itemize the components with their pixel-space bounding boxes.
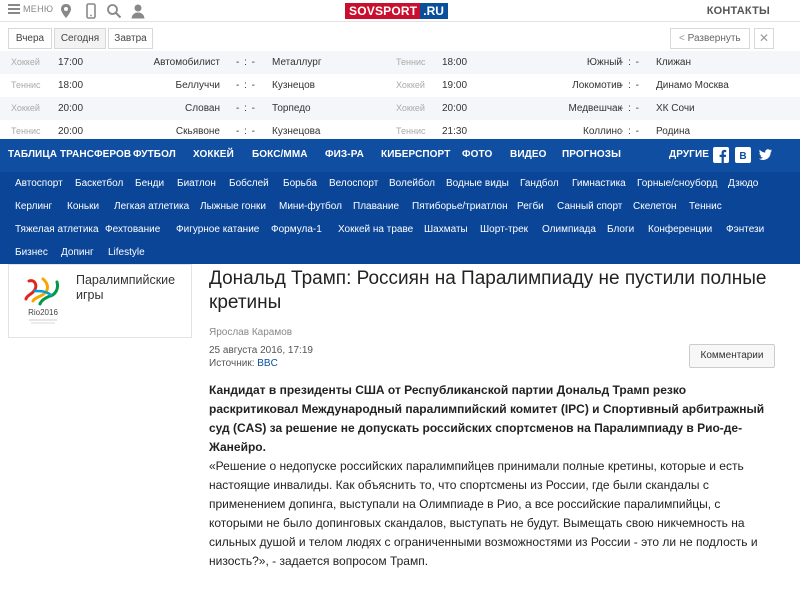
subnav-item[interactable]: Автоспорт: [15, 178, 63, 189]
expand-button[interactable]: [670, 28, 750, 49]
source-label: Источник:: [209, 358, 255, 369]
top-bar: [0, 0, 800, 22]
subnav-item[interactable]: Теннис: [689, 201, 722, 212]
nav-video[interactable]: ВИДЕО: [510, 149, 547, 160]
match-away-team: Родина: [656, 126, 691, 137]
logo-text-left: SOVSPORT: [345, 3, 420, 19]
match-time: 18:00: [442, 57, 468, 68]
match-away-team: Кузнецова: [272, 126, 321, 137]
match-row: [0, 74, 800, 97]
match-away-team: Кузнецов: [272, 80, 315, 91]
subnav-item[interactable]: Скелетон: [633, 201, 677, 212]
match-time: 20:00: [58, 126, 84, 137]
nav-football[interactable]: ФУТБОЛ: [133, 149, 176, 160]
nav-transfers[interactable]: ТАБЛИЦА ТРАНСФЕРОВ: [8, 149, 132, 160]
source-link[interactable]: BBC: [257, 358, 278, 369]
nav-photo[interactable]: ФОТО: [462, 149, 493, 160]
match-score: - : -: [620, 57, 640, 68]
match-score: - : -: [236, 126, 256, 137]
match-sport: Хоккей: [11, 103, 40, 113]
match-away-team: Металлург: [272, 57, 322, 68]
nav-boxing[interactable]: БОКС/ММА: [252, 149, 308, 160]
match-away-team: Клижан: [656, 57, 692, 68]
subnav-item[interactable]: Легкая атлетика: [114, 201, 190, 212]
subnav-item[interactable]: Мини-футбол: [279, 201, 342, 212]
phone-icon[interactable]: [83, 3, 99, 19]
subnav-item[interactable]: Волейбол: [389, 178, 435, 189]
logo-text-right: .RU: [420, 3, 448, 19]
rio2016-logo: [21, 277, 65, 327]
subnav-item[interactable]: Дзюдо: [728, 178, 759, 189]
match-home-team: Автомобилист: [153, 57, 220, 68]
article-headline: Дональд Трамп: Россиян на Паралимпиаду не пустили полные кретины: [209, 268, 767, 313]
match-sport: Теннис: [396, 126, 426, 136]
match-sport: Хоккей: [396, 80, 425, 90]
subnav-item[interactable]: Блоги: [607, 224, 635, 235]
match-row: [0, 97, 800, 120]
subnav-item[interactable]: Керлинг: [15, 201, 53, 212]
match-sport: Теннис: [11, 80, 41, 90]
subnav-item[interactable]: Олимпиада: [542, 224, 596, 235]
match-home-team: Локомотив: [572, 80, 622, 91]
subnav-item[interactable]: Велоспорт: [329, 178, 379, 189]
today-button[interactable]: Сегодня: [54, 28, 106, 49]
menu-label: МЕНЮ: [23, 4, 54, 14]
matches-ticker: [0, 51, 800, 143]
match-sport: Хоккей: [11, 57, 40, 67]
match-item[interactable]: [396, 74, 800, 97]
subnav-item[interactable]: Лыжные гонки: [200, 201, 266, 212]
match-item[interactable]: [0, 51, 390, 74]
match-time: 17:00: [58, 57, 84, 68]
match-home-team: Коллинс: [583, 126, 622, 137]
chevron-left-icon: <: [679, 33, 685, 44]
subnav-item[interactable]: Коньки: [67, 201, 100, 212]
match-item[interactable]: [396, 97, 800, 120]
match-sport: Теннис: [11, 126, 41, 136]
close-icon[interactable]: ✕: [754, 28, 774, 49]
subnav-item[interactable]: Борьба: [283, 178, 317, 189]
match-score: - : -: [620, 126, 640, 137]
subnav-item[interactable]: Баскетбол: [75, 178, 124, 189]
subnav-item[interactable]: Горные/сноуборд: [637, 178, 718, 189]
sub-nav: [0, 172, 800, 264]
match-score: - : -: [620, 103, 640, 114]
subnav-item[interactable]: Хоккей на траве: [338, 224, 414, 235]
subnav-item[interactable]: Биатлон: [177, 178, 216, 189]
match-item[interactable]: [396, 51, 800, 74]
card-title: Паралимпийские игры: [76, 273, 176, 302]
facebook-icon[interactable]: [713, 147, 729, 163]
article-date: 25 августа 2016, 17:19: [209, 345, 313, 356]
article-source: [209, 358, 278, 369]
nav-hockey[interactable]: ХОККЕЙ: [193, 149, 234, 160]
subnav-item[interactable]: Водные виды: [446, 178, 509, 189]
match-time: 19:00: [442, 80, 468, 91]
match-home-team: Южный: [586, 57, 622, 68]
article-lead: Кандидат в президенты США от Республиканской партии Дональд Трамп резко раскритиковал Международный паралимпийский комитет (IPC) и Спортивный арбитражный суд (CAS) за решение не допускать российских спортсменов на Паралимпиаду в Рио-де-Жанейро.: [209, 383, 765, 454]
article-body: «Решение о недопуске российских паралимпийцев принимали полные кретины, которые и есть настоящие инвалиды. Как объяснить то, что спортсмены из России, где были скандалы с применением допинга, выступали на Олимпиаде в Рио, а все российские паралимпийцы, с которыми не было допинговых скандалов, выступать не будут. Вымещать свою никчемность на сильных душой и телом людях с ограниченными возможностями из России - это ли не подлость и низость?», - задается вопросом Трамп.: [209, 459, 758, 568]
subnav-item[interactable]: Гимнастика: [572, 178, 626, 189]
menu-button[interactable]: [8, 4, 53, 14]
search-icon[interactable]: [106, 3, 122, 19]
subnav-item[interactable]: Конференции: [648, 224, 713, 235]
match-away-team: ХК Сочи: [656, 103, 695, 114]
subnav-item[interactable]: Шорт-трек: [480, 224, 529, 235]
match-home-team: Слован: [184, 103, 220, 114]
match-item[interactable]: [0, 74, 390, 97]
twitter-icon[interactable]: [757, 147, 773, 163]
match-sport: Теннис: [396, 57, 426, 67]
comments-button[interactable]: Комментарии: [689, 344, 775, 368]
menu-icon: [8, 4, 20, 14]
match-row: [0, 51, 800, 74]
subnav-item[interactable]: Пятиборье/триатлон: [412, 201, 508, 212]
svg-text:B: B: [739, 151, 747, 162]
match-time: 20:00: [58, 103, 84, 114]
subnav-item[interactable]: Тяжелая атлетика: [15, 224, 99, 235]
subnav-item[interactable]: Шахматы: [424, 224, 468, 235]
match-score: - : -: [236, 57, 256, 68]
svg-text:Rio2016: Rio2016: [28, 308, 58, 317]
subnav-item[interactable]: Санный спорт: [557, 201, 623, 212]
match-away-team: Торпедо: [272, 103, 311, 114]
paralympics-card[interactable]: [8, 264, 192, 338]
subnav-item[interactable]: Фехтование: [105, 224, 161, 235]
contacts-link[interactable]: КОНТАКТЫ: [706, 5, 770, 17]
location-icon[interactable]: [58, 3, 74, 19]
match-time: 21:30: [442, 126, 468, 137]
nav-fitness[interactable]: ФИЗ-РА: [325, 149, 364, 160]
subnav-item[interactable]: Регби: [517, 201, 544, 212]
match-time: 20:00: [442, 103, 468, 114]
day-selector: [0, 28, 800, 50]
match-score: - : -: [236, 103, 256, 114]
subnav-item[interactable]: Плавание: [353, 201, 400, 212]
user-icon[interactable]: [130, 3, 146, 19]
vk-icon[interactable]: [735, 147, 751, 163]
match-home-team: Медвешчак: [568, 103, 622, 114]
subnav-item[interactable]: Фигурное катание: [176, 224, 260, 235]
match-score: - : -: [236, 80, 256, 91]
nav-other[interactable]: ДРУГИЕ: [669, 149, 710, 160]
match-away-team: Динамо Москва: [656, 80, 729, 91]
match-home-team: Скьявоне: [175, 126, 220, 137]
subnav-item[interactable]: Бизнес: [15, 247, 48, 258]
subnav-item[interactable]: Бобслей: [229, 178, 269, 189]
tomorrow-button[interactable]: Завтра: [108, 28, 153, 49]
match-item[interactable]: [0, 97, 390, 120]
match-score: - : -: [620, 80, 640, 91]
nav-esports[interactable]: КИБЕРСПОРТ: [381, 149, 451, 160]
subnav-item[interactable]: Бенди: [135, 178, 165, 189]
subnav-item[interactable]: Допинг: [61, 247, 94, 258]
subnav-item[interactable]: Фэнтези: [726, 224, 765, 235]
site-logo[interactable]: [345, 3, 448, 19]
match-time: 18:00: [58, 80, 84, 91]
subnav-item[interactable]: Гандбол: [520, 178, 559, 189]
nav-forecasts[interactable]: ПРОГНОЗЫ: [562, 149, 622, 160]
subnav-item[interactable]: Формула-1: [271, 224, 322, 235]
subnav-item[interactable]: Lifestyle: [108, 247, 145, 258]
yesterday-button[interactable]: Вчера: [8, 28, 52, 49]
match-home-team: Беллуччи: [175, 80, 220, 91]
article-author[interactable]: Ярослав Карамов: [209, 327, 293, 338]
main-nav: [0, 139, 800, 172]
match-sport: Хоккей: [396, 103, 425, 113]
expand-label: Развернуть: [687, 33, 741, 44]
